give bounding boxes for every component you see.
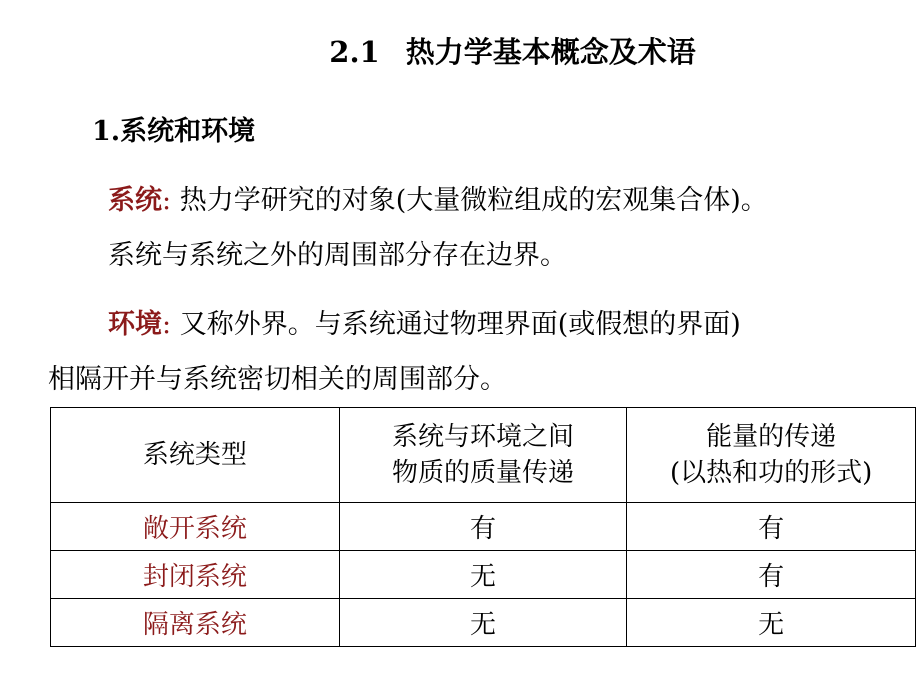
cell-mass: 无	[339, 551, 627, 599]
slide-title	[0, 30, 920, 74]
cell-mass: 有	[339, 503, 627, 551]
table-row	[51, 503, 916, 551]
environment-term: 环境	[108, 309, 162, 340]
environment-definition-line2: 相隔开并与系统密切相关的周围部分。	[48, 364, 507, 395]
header-mass-transfer-line2: 物质的质量传递	[391, 458, 574, 488]
system-definition-text: 热力学研究的对象(大量微粒组成的宏观集合体)。	[179, 185, 768, 216]
row-closed-system: 封闭系统	[51, 551, 340, 599]
system-boundary-text: 系统与系统之外的周围部分存在边界。	[108, 240, 567, 271]
cell-energy: 有	[627, 503, 916, 551]
cell-energy: 有	[627, 551, 916, 599]
header-mass-transfer	[339, 408, 627, 503]
header-mass-transfer-line1: 系统与环境之间	[391, 422, 574, 452]
environment-colon: :	[162, 309, 172, 340]
header-energy-transfer-line1: 能量的传递	[706, 422, 837, 452]
system-colon: :	[162, 185, 172, 216]
table-row	[51, 599, 916, 647]
section-heading: 1.系统和环境	[92, 116, 256, 147]
title-number: 2.1	[329, 35, 380, 69]
cell-energy: 无	[627, 599, 916, 647]
title-text: 热力学基本概念及术语	[405, 35, 696, 69]
system-types-table	[50, 407, 916, 647]
environment-definition	[108, 305, 741, 345]
header-energy-transfer-line2: (以热和功的形式)	[669, 458, 873, 488]
row-isolated-system: 隔离系统	[51, 599, 340, 647]
header-energy-transfer	[627, 408, 916, 503]
cell-mass: 无	[339, 599, 627, 647]
table-header-row	[51, 408, 916, 503]
system-definition	[108, 181, 768, 221]
environment-definition-line1: 又称外界。与系统通过物理界面(或假想的界面)	[179, 309, 741, 340]
row-open-system: 敞开系统	[51, 503, 340, 551]
header-system-type: 系统类型	[51, 408, 340, 503]
table-row	[51, 551, 916, 599]
system-term: 系统	[108, 185, 162, 216]
